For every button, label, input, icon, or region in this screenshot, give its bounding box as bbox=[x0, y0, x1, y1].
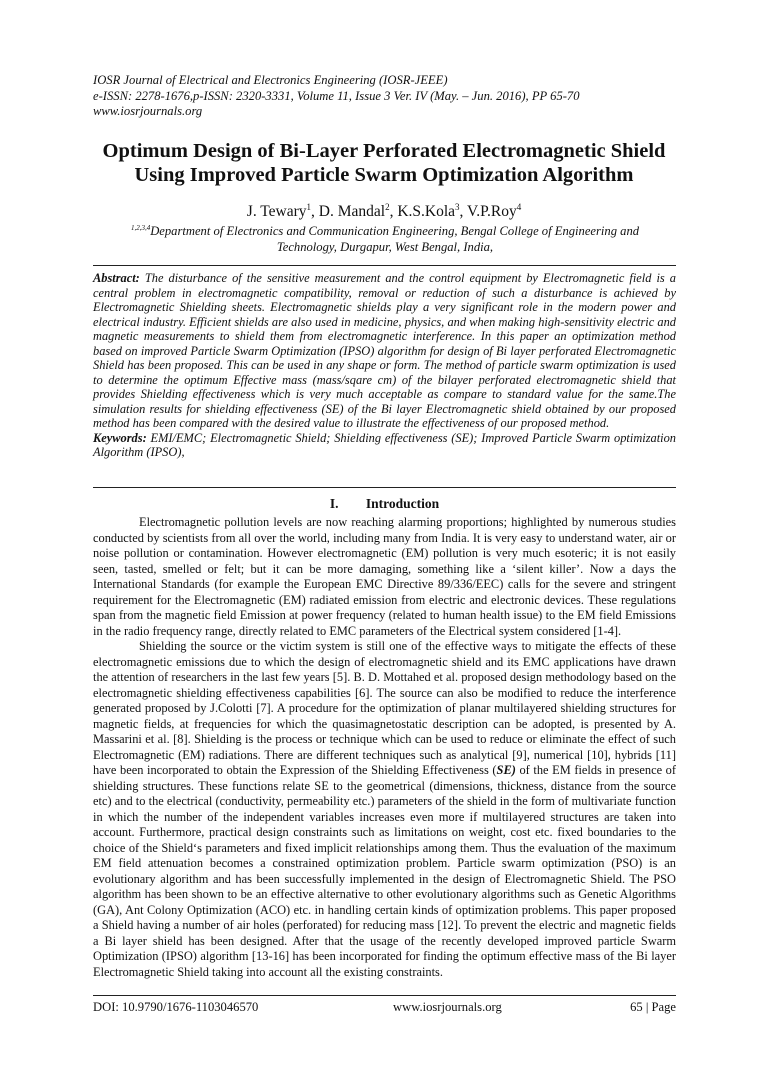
affiliation bbox=[110, 223, 660, 255]
section-title: Introduction bbox=[365, 496, 440, 511]
affiliation-sup: 1,2,3,4 bbox=[130, 223, 151, 232]
author-1-sup: 1 bbox=[306, 201, 312, 212]
author-3-sup: 3 bbox=[455, 201, 460, 212]
paragraph-1: Electromagnetic pollution levels are now reaching alarming proportions; highlighted by numerous studies conducted by scientists from all over the world, including many from India. It is very easy to understand water, air or noise pollution or contamination. However electromagnetic (EM) pollution is very much esoteric; it is not easily seen, tasted, smelled or felt; but it can be more damaging, something like a ‘silent killer’. Now a days the International Standards (for example the European EMC Directive 89/336/EEC) calls for the severe and stringent requirement for the Electromagnetic (EM) radiated emission from electric and electronic devices. These regulations span from the magnetic field Emission at power frequency (related to human health issue) to the EM field Emissions in the radio frequency range, directly related to EMC parameters of the Electrical system considered [1-4]. bbox=[93, 515, 676, 638]
title-line-1: Optimum Design of Bi-Layer Perforated Electromagnetic Shield bbox=[102, 140, 666, 162]
keywords-label: Keywords: bbox=[93, 430, 147, 445]
author-4: V.P.Roy bbox=[467, 203, 517, 220]
author-2: D. Mandal bbox=[318, 203, 386, 220]
keywords-text: EMI/EMC; Electromagnetic Shield; Shielding effectiveness (SE); Improved Particle Swarm optimization Algorithm (IPSO), bbox=[93, 430, 677, 459]
divider-top bbox=[93, 265, 676, 266]
paragraph-2-part-a: Shielding the source or the victim system is still one of the effective ways to mitigate the effects of these electromagnetic emissions due to which the design of electromagnetic shield and its EMC applications have drawn the attention of researchers in the last few years [5]. B. D. Mottahed et al. proposed design methodology based on the electromagnetic shielding effectiveness capabilities [6]. The source can also be modified to reduce the interference generated proposed by J.Colotti [7]. A procedure for the optimization of planar multilayered shielding structures for magnetic fields, at frequencies for which the quasimagnetostatic description can be adopted, is presented by A. Massarini et al. [8]. Shielding is the process or technique which can be used to reduce or eliminate the effect of such Electromagnetic (EM) radiations. There are different techniques such as analytical [9], numerical [10], hybrids [11] have been incorporated to obtain the Expression of the Shielding Effectiveness ( bbox=[93, 639, 676, 777]
abstract-text: The disturbance of the sensitive measurement and the control equipment by Electromagnetic field is a central problem in electromagnetic compatibility, removal or reduction of such a disturbance is achieved by Electromagnetic Shielding sheets. Electromagnetic shields play a very significant role in the modern power and electrical industry. Efficient shields are also used in medicine, physics, and when making high-sensitivity electric and magnetic measurements to shield them from electromagnetic interference. In this paper an optimization method based on improved Particle Swarm Optimization (IPSO) algorithm for design of Bi layer perforated Electromagnetic Shield has been proposed. This can be used in any shape or form. The method of particle swarm optimization is used to determine the optimum Effective mass (mass/sqare cm) of the bilayer perforated electromagnetic shield that provides Shielding effectiveness which is very much acceptable as compare to standard value for the same.The simulation results for shielding effectiveness (SE) of the Bi layer Electromagnetic shield obtained by our proposed method has been compared with the desired value to illustrate the effectiveness of our proposed method. bbox=[93, 271, 676, 430]
abstract bbox=[93, 271, 676, 431]
abstract-block bbox=[93, 271, 676, 460]
author-3: K.S.Kola bbox=[397, 203, 456, 220]
journal-url[interactable]: www.iosrjournals.org bbox=[93, 104, 203, 118]
title-line-2: Using Improved Particle Swarm Optimization Algorithm bbox=[134, 164, 634, 186]
se-term: SE) bbox=[496, 763, 516, 777]
author-list bbox=[80, 202, 688, 222]
paper-title bbox=[80, 139, 688, 187]
footer-site[interactable]: www.iosrjournals.org bbox=[393, 1000, 502, 1014]
author-2-sup: 2 bbox=[385, 201, 390, 212]
footer-doi: DOI: 10.9790/1676-1103046570 bbox=[93, 1000, 259, 1014]
section-heading bbox=[93, 496, 676, 512]
abstract-label: Abstract: bbox=[93, 271, 140, 285]
divider-mid bbox=[93, 487, 676, 488]
section-number: I. bbox=[329, 496, 339, 511]
journal-header bbox=[93, 73, 683, 120]
footer-page-number: 65 | Page bbox=[630, 1000, 676, 1014]
divider-footer bbox=[93, 995, 676, 996]
author-4-sup: 4 bbox=[516, 201, 522, 212]
author-1: J. Tewary bbox=[246, 203, 307, 220]
paragraph-2-part-b: of the EM fields in presence of shielding structures. These functions relate SE to the geometrical (dimensions, thickness, distance from the source etc) and to the electrical (conductivity, permeability etc.) parameters of the shield in the form of multivariate function in which the number of the independent variables increases even more if multilayered structures are taken into account. Furthermore, practical design constraints such as limitations on weight, cost etc. fixed boundaries to the choice of the Shield‘s parameters and fixed implicit relationships among them. Thus the evaluation of the maximum EM field attenuation becomes a constrained optimization problem. Particle swarm optimization (PSO) is an evolutionary algorithm and has been successfully implemented in the design of Electromagnetic Shield. The PSO algorithm has been shown to be an effective alternative to other evolutionary algorithms such as Genetic Algorithms (GA), Ant Colony Optimization (ACO) etc. in handling certain kinds of optimization problems. This paper proposed a Shield having a number of air holes (perforated) for reducing mass [12]. To prevent the electric and magnetic fields a Bi layer shield has been designed. After that the usage of the recently developed improved particle Swarm Optimization (IPSO) algorithm [13-16] has been incorporated for finding the optimum effective mass of the Bi layer Electromagnetic Shield taking into account all the existing constraints. bbox=[93, 763, 676, 979]
journal-name: IOSR Journal of Electrical and Electronics Engineering (IOSR-JEEE) bbox=[93, 73, 448, 87]
paragraph-2 bbox=[93, 639, 676, 980]
affiliation-text: Department of Electronics and Communication Engineering, Bengal College of Engineering and Technology, Durgapur, West Bengal, India, bbox=[150, 224, 640, 254]
introduction-body bbox=[93, 515, 676, 980]
author-separator: , bbox=[389, 203, 398, 220]
author-separator: , bbox=[459, 203, 468, 220]
journal-issn: e-ISSN: 2278-1676,p-ISSN: 2320-3331, Volume 11, Issue 3 Ver. IV (May. – Jun. 2016), PP 65-70 bbox=[93, 88, 580, 103]
keywords bbox=[93, 431, 676, 460]
author-separator: , bbox=[311, 203, 319, 220]
